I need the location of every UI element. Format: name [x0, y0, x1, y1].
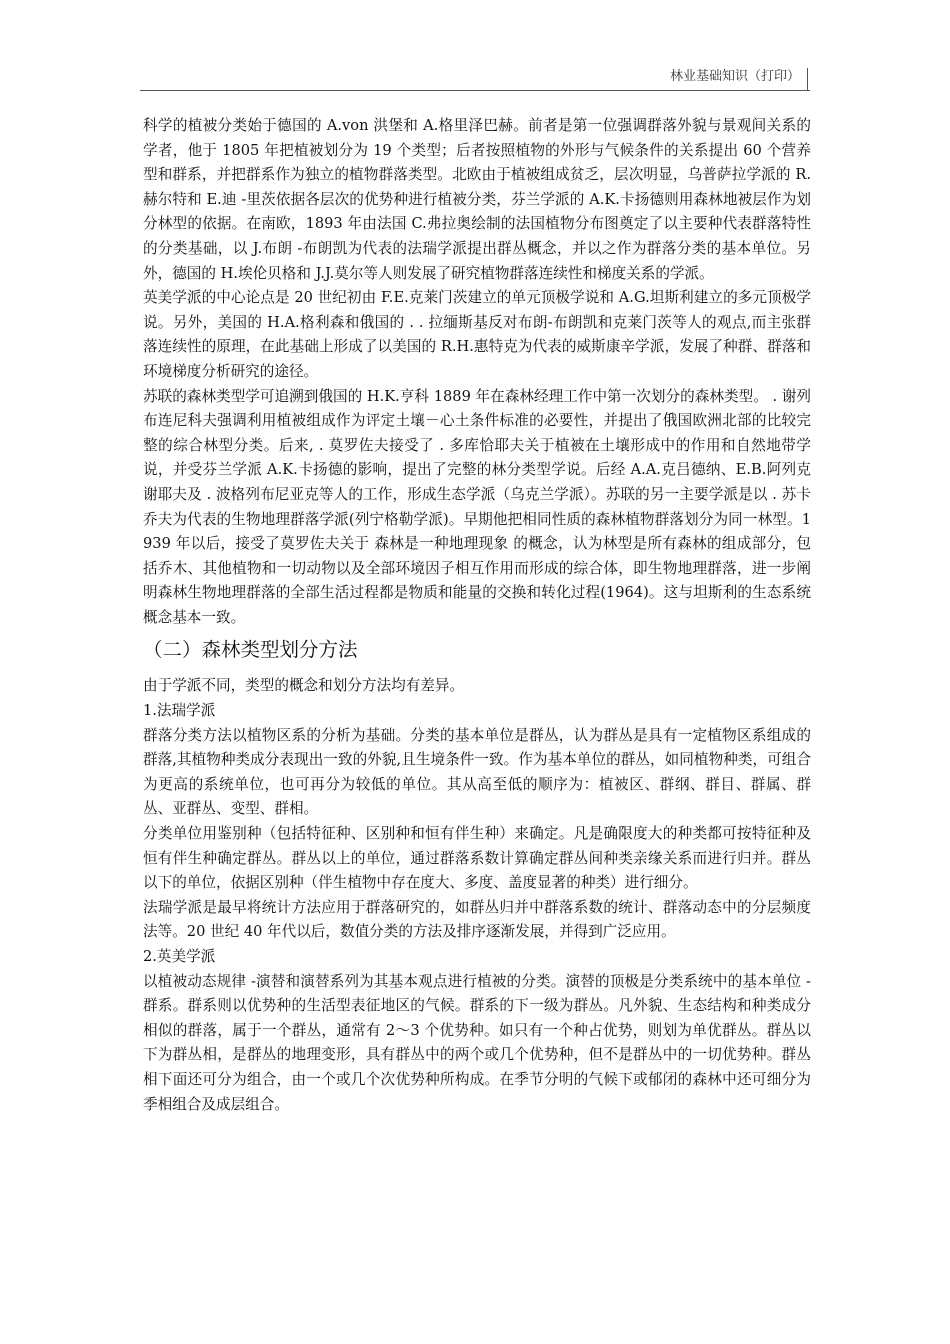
header-divider [807, 68, 808, 90]
paragraph-soviet-forest-typology: 苏联的森林类型学可追溯到俄国的 H.K.亨科 1889 年在森林经理工作中第一次划分的森林类型。 . 谢列布连尼科夫强调利用植被组成作为评定土壤－心土条件标准的必要性，并提出了俄国欧洲北部的比较完整的综合林型分类。后来, . 莫罗佐夫接受了 . 多库恰耶夫关于植被在土壤形成中的作用和自然地带学说，并受芬兰学派 A.K.卡扬德的影响，提出了完整的林分类型学说。后经 A.A.克吕德纳、E.B.阿列克谢耶夫及 . 波格列布尼亚克等人的工作，形成生态学派（乌克兰学派）。苏联的另一主要学派是以 . 苏卡乔夫为代表的生物地理群落学派(列宁格勒学派)。早期他把相同性质的森林植物群落划分为同一林型。1939 年以后，接受了莫罗佐夫关于 森林是一种地理现象 的概念，认为林型是所有森林的组成部分，包括乔木、其他植物和一切动物以及全部环境因子相互作用而形成的综合体，即生物地理群落，进一步阐明森林生物地理群落的全部生活过程都是物质和能量的交换和转化过程(1964)。这与坦斯利的生态系统概念基本一致。 [143, 387, 811, 626]
paragraph-anglo-american-school: 英美学派的中心论点是 20 世纪初由 F.E.克莱门茨建立的单元顶极学说和 A.G.坦斯利建立的多元顶极学说。另外，美国的 H.A.格利森和俄国的 . . 拉缅斯基反对布朗-布朗凯和克莱门茨等人的观点,而主张群落连续性的原理，在此基础上形成了以美国的 R.H.惠特克为代表的威斯康辛学派，发展了种群、群落和环境梯度分析研究的途径。 [143, 289, 811, 380]
paragraph-zm-diagnostic-species: 分类单位用鉴别种（包括特征种、区别种和恒有伴生种）来确定。凡是确限度大的种类都可按特征种及恒有伴生种确定群丛。群丛以上的单位，通过群落系数计算确定群丛间种类亲缘关系而进行归并。群丛以下的单位，依据区别种（伴生植物中存在度大、多度、盖度显著的种类）进行细分。 [143, 825, 811, 892]
paragraph-origin-of-classification: 科学的植被分类始于德国的 A.von 洪堡和 A.格里泽巴赫。前者是第一位强调群落外貌与景观间关系的学者，他于 1805 年把植被划分为 19 个类型；后者按照植物的外形与气候条件的关系提出 60 个营养型和群系，并把群系作为独立的植物群落类型。北欧由于植被组成贫乏，层次明显，乌普萨拉学派的 R.赫尔特和 E.迪 -里茨依据各层次的优势种进行植被分类，芬兰学派的 A.K.卡扬德则用森林地被层作为划分林型的依据。在南欧，1893 年由法国 C.弗拉奥绘制的法国植物分布图奠定了以主要种代表群落特性的分类基础，以 J.布朗 -布朗凯为代表的法瑞学派提出群丛概念，并以之作为群落分类的基本单位。另外，德国的 H.埃伦贝格和 J.J.莫尔等人则发展了研究植物群落连续性和梯度关系的学派。 [143, 117, 811, 282]
paragraph-zm-classification: 群落分类方法以植物区系的分析为基础。分类的基本单位是群丛，认为群丛是具有一定植物区系组成的群落,其植物种类成分表现出一致的外貌,且生境条件一致。作为基本单位的群丛，如同植物种类，可组合为更高的系统单位，也可再分为较低的单位。其从高至低的顺序为：植被区、群纲、群目、群属、群丛、亚群丛、变型、群相。 [143, 726, 811, 818]
paragraph-aa-dynamics: 以植被动态规律 -演替和演替系列为其基本观点进行植被的分类。演替的顶极是分类系统中的基本单位 -群系。群系则以优势种的生活型表征地区的气候。群系的下一级为群丛。凡外貌、生态结构和种类成分相似的群落，属于一个群丛，通常有 2～3 个优势种。如只有一个种占优势，则划为单优群丛。群丛以下为群丛相，是群丛的地理变形，具有群丛中的两个或几个优势种，但不是群丛中的一切优势种。群丛相下面还可分为组合，由一个或几个次优势种所构成。在季节分明的气候下或郁闭的森林中还可细分为季相组合及成层组合。 [143, 972, 811, 1113]
header-rule [140, 90, 810, 91]
body-text [143, 114, 811, 1117]
running-header: 林业基础知识（打印） [669, 69, 800, 84]
section-heading: （二）森林类型划分方法 [143, 638, 358, 662]
subsection-title-anglo-american: 2.英美学派 [143, 948, 216, 965]
subsection-title-zurich-montpellier: 1.法瑞学派 [143, 702, 216, 720]
paragraph-zm-statistics: 法瑞学派是最早将统计方法应用于群落研究的，如群丛归并中群落系数的统计、群落动态中的分层频度法等。20 世纪 40 年代以后，数值分类的方法及排序逐渐发展，并得到广泛应用。 [143, 898, 811, 941]
section-intro: 由于学派不同，类型的概念和划分方法均有差异。 [143, 677, 465, 695]
